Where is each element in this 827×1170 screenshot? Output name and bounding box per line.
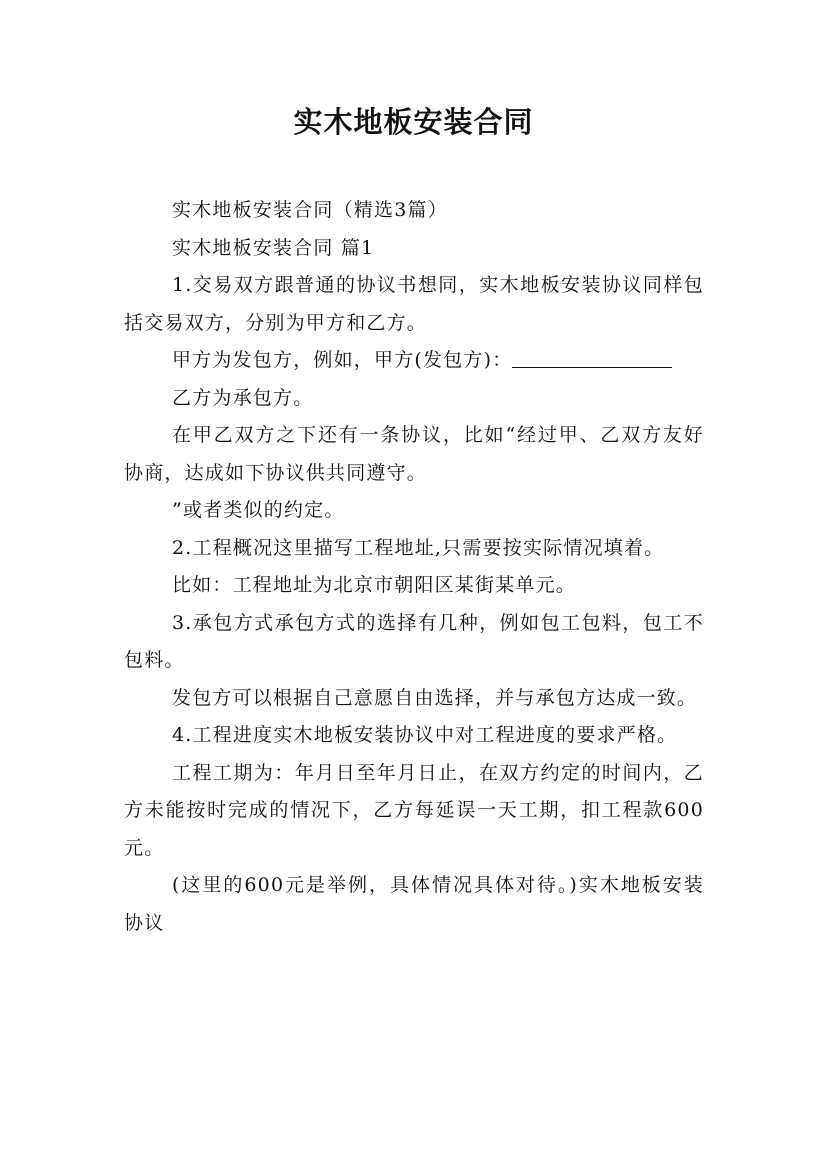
paragraph: 在甲乙双方之下还有一条协议，比如“经过甲、乙双方友好协商，达成如下协议供共同遵守。 [124,424,704,484]
paragraph: 发包方可以根据自己意愿自由选择，并与承包方达成一致。 [172,686,698,709]
paragraph: 乙方为承包方。 [172,386,314,409]
paragraph: 1.交易双方跟普通的协议书想同，实木地板安装协议同样包括交易双方，分别为甲方和乙方。 [124,274,704,334]
paragraph: 4.工程进度实木地板安装协议中对工程进度的要求严格。 [172,724,678,746]
paragraph: 比如：工程地址为北京市朝阳区某街某单元。 [172,574,577,596]
paragraph: 实木地板安装合同（精选3篇） [172,199,448,221]
paragraph: (这里的600元是举例，具体情况具体对待。)实木地板安装协议 [124,874,704,934]
document-body [124,192,704,942]
paragraph: 工程工期为：年月日至年月日止，在双方约定的时间内，乙方未能按时完成的情况下，乙方每延误一天工期，扣工程款600元。 [124,761,704,859]
paragraph: 3.承包方式承包方式的选择有几种，例如包工包料，包工不包料。 [124,611,704,671]
paragraph: 实木地板安装合同 篇1 [172,236,375,259]
paragraph: ”或者类似的约定。 [172,499,345,521]
fill-in-blank-line [512,347,672,368]
paragraph-text: 甲方为发包方，例如，甲方(发包方)： [172,349,513,371]
document-title: 实木地板安装合同 [293,105,534,139]
paragraph: 2.工程概况这里描写工程地址,只需要按实际情况填着。 [172,536,665,559]
paragraph-with-blank [124,342,704,380]
